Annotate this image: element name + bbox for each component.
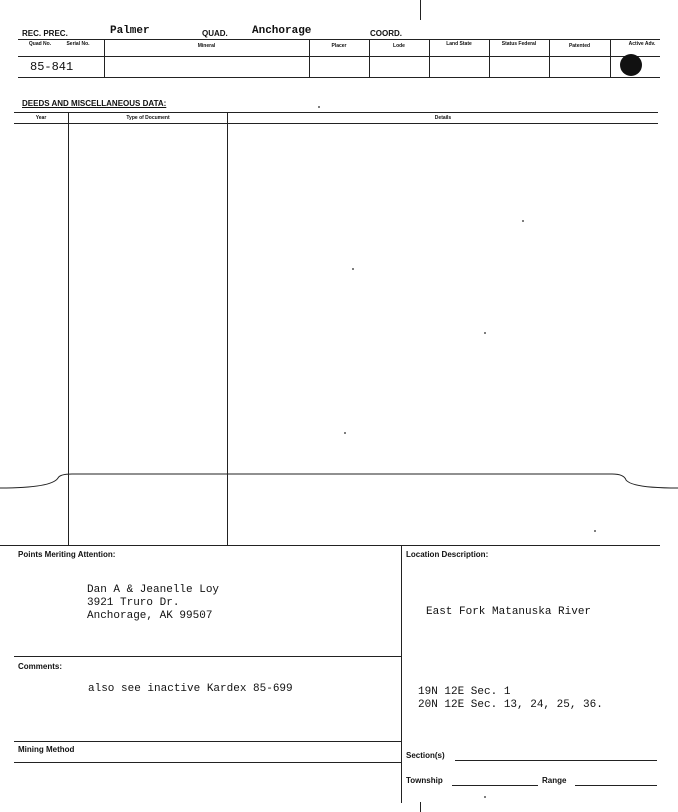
status-table-top [18, 39, 660, 40]
comments-top [14, 656, 401, 657]
speck [522, 220, 524, 222]
sections-field-line [455, 760, 657, 761]
status-table-mid [18, 56, 660, 57]
sections-label: Section(s) [406, 751, 445, 760]
deeds-header-top [14, 112, 658, 113]
status-table-bottom [18, 77, 660, 78]
quad-label: QUAD. [202, 29, 228, 38]
township-label: Township [406, 776, 443, 785]
coord-label: COORD. [370, 29, 402, 38]
township-field-line [452, 785, 538, 786]
points-line-2: 3921 Truro Dr. [87, 597, 180, 609]
rec-prec-value: Palmer [110, 25, 150, 37]
mining-method-label: Mining Method [18, 745, 75, 754]
legal-line-2: 20N 12E Sec. 13, 24, 25, 36. [418, 699, 603, 711]
legal-line-1: 19N 12E Sec. 1 [418, 686, 511, 698]
quad-value: Anchorage [252, 25, 312, 37]
col-active-adv: Active Adv. [628, 41, 656, 47]
speck [484, 332, 486, 334]
col-year: Year [35, 115, 47, 121]
mining-top [14, 741, 401, 742]
col-placer: Placer [331, 43, 347, 49]
col-patented: Patented [568, 43, 591, 49]
status-divider [610, 39, 611, 77]
col-serial-no: Serial No. [66, 41, 90, 47]
comments-value: also see inactive Kardex 85-699 [88, 683, 293, 695]
deeds-section-title: DEEDS AND MISCELLANEOUS DATA: [22, 99, 167, 108]
points-line-3: Anchorage, AK 99507 [87, 610, 213, 622]
active-filled-dot [620, 54, 642, 76]
points-label: Points Meriting Attention: [18, 550, 116, 559]
col-status-federal: Status Federal [501, 41, 537, 47]
status-divider [429, 39, 430, 77]
comments-label: Comments: [18, 662, 63, 671]
rec-prec-label: REC. PREC. [22, 29, 68, 38]
quad-no-value: 85-841 [30, 60, 74, 74]
col-quad-no: Quad No. [28, 41, 52, 47]
status-divider [489, 39, 490, 77]
lower-divider [401, 545, 402, 803]
points-line-1: Dan A & Jeanelle Loy [87, 584, 220, 596]
range-label: Range [542, 776, 567, 785]
mining-line [14, 762, 401, 763]
header-tick [420, 0, 421, 20]
location-label: Location Description: [406, 550, 489, 559]
location-value: East Fork Matanuska River [426, 606, 592, 618]
col-land-state: Land State [446, 41, 472, 47]
range-field-line [575, 785, 657, 786]
col-lode: Lode [393, 43, 405, 49]
footer-tick [420, 802, 421, 812]
col-type-of-document: Type of Document [126, 115, 170, 121]
lower-section-top [0, 545, 660, 546]
speck [318, 106, 320, 108]
speck [484, 796, 486, 798]
speck [344, 432, 346, 434]
col-mineral: Mineral [197, 43, 216, 49]
col-details: Details [434, 115, 452, 121]
deeds-header-bottom [14, 123, 658, 124]
speck [594, 530, 596, 532]
page-fold-line [0, 466, 678, 496]
speck [352, 268, 354, 270]
